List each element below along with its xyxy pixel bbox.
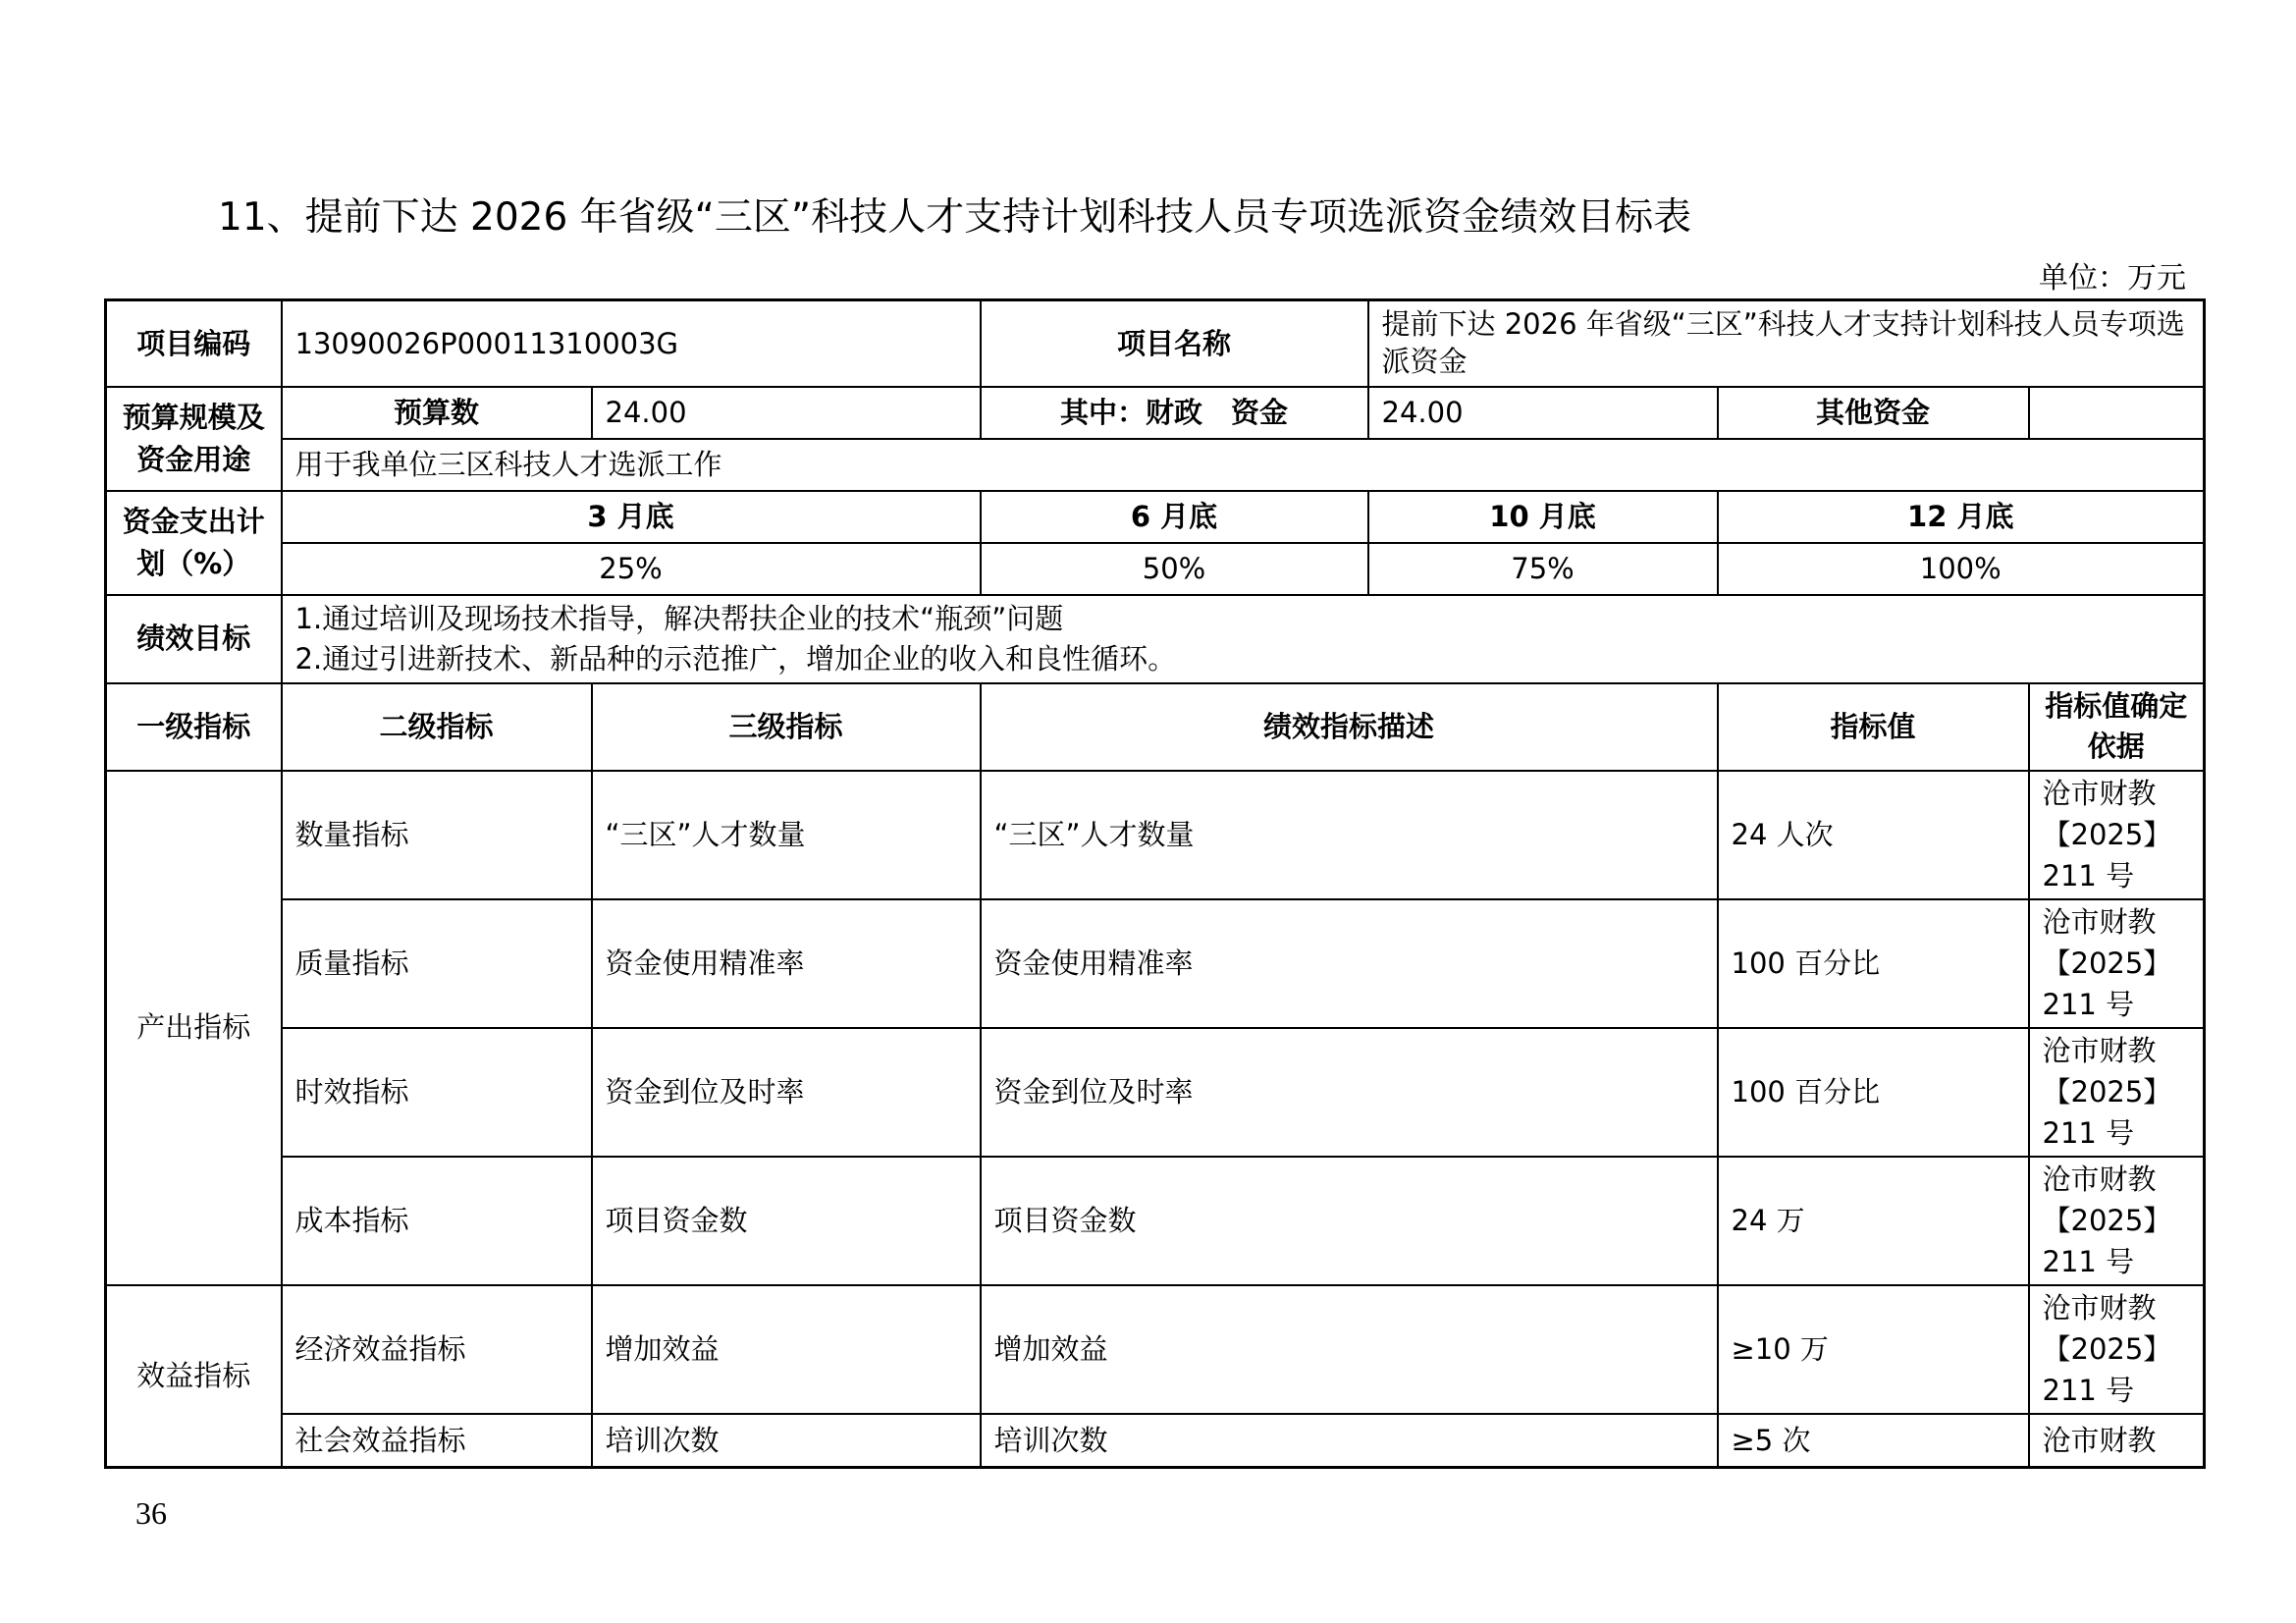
description-cell: “三区”人才数量 xyxy=(981,771,1718,899)
level2-cell: 社会效益指标 xyxy=(282,1414,592,1468)
group-benefit-label: 效益指标 xyxy=(106,1285,282,1468)
level2-cell: 经济效益指标 xyxy=(282,1285,592,1414)
description-cell: 增加效益 xyxy=(981,1285,1718,1414)
basis-cell: 沧市财教【2025】211 号 xyxy=(2029,771,2205,899)
level3-cell: “三区”人才数量 xyxy=(592,771,981,899)
plan-value-3: 75% xyxy=(1368,543,1718,595)
goal-line-2: 2.通过引进新技术、新品种的示范推广，增加企业的收入和良性循环。 xyxy=(294,641,1177,676)
level2-cell: 质量指标 xyxy=(282,899,592,1028)
value-cell: 100 百分比 xyxy=(1718,899,2029,1028)
plan-value-1: 25% xyxy=(282,543,981,595)
basis-cell: 沧市财教【2025】211 号 xyxy=(2029,899,2205,1028)
group-output-label: 产出指标 xyxy=(106,771,282,1285)
value-cell: ≥5 次 xyxy=(1718,1414,2029,1468)
header-basis: 指标值确定依据 xyxy=(2029,683,2205,771)
budget-row xyxy=(106,387,2205,439)
header-level3: 三级指标 xyxy=(592,683,981,771)
header-level1: 一级指标 xyxy=(106,683,282,771)
table-row xyxy=(106,899,2205,1028)
value-cell: 24 人次 xyxy=(1718,771,2029,899)
level2-cell: 成本指标 xyxy=(282,1157,592,1285)
project-name-value: 提前下达 2026 年省级“三区”科技人才支持计划科技人员专项选派资金 xyxy=(1368,300,2205,387)
project-name-label: 项目名称 xyxy=(981,300,1368,387)
level2-cell: 时效指标 xyxy=(282,1028,592,1157)
table-row xyxy=(106,1157,2205,1285)
level3-cell: 增加效益 xyxy=(592,1285,981,1414)
level3-cell: 资金使用精准率 xyxy=(592,899,981,1028)
description-cell: 项目资金数 xyxy=(981,1157,1718,1285)
basis-cell: 沧市财教 xyxy=(2029,1414,2205,1468)
budget-amount-label: 预算数 xyxy=(282,387,592,439)
plan-period-2: 6 月底 xyxy=(981,491,1368,543)
other-funds-label: 其他资金 xyxy=(1718,387,2029,439)
table-row xyxy=(106,1028,2205,1157)
page-title: 11、提前下达 2026 年省级“三区”科技人才支持计划科技人员专项选派资金绩效目标表 xyxy=(218,195,1692,240)
table-row xyxy=(106,1285,2205,1414)
plan-value-2: 50% xyxy=(981,543,1368,595)
basis-cell: 沧市财教【2025】211 号 xyxy=(2029,1285,2205,1414)
table-row xyxy=(106,771,2205,899)
basis-cell: 沧市财教【2025】211 号 xyxy=(2029,1157,2205,1285)
fiscal-funds-label: 其中：财政 资金 xyxy=(981,387,1368,439)
other-funds-value xyxy=(2029,387,2205,439)
usage-row xyxy=(106,439,2205,491)
plan-value-4: 100% xyxy=(1718,543,2205,595)
performance-goal-label: 绩效目标 xyxy=(106,595,282,683)
level2-cell: 数量指标 xyxy=(282,771,592,899)
value-cell: 100 百分比 xyxy=(1718,1028,2029,1157)
performance-target-table xyxy=(104,298,2206,1469)
unit-label: 单位：万元 xyxy=(2039,261,2186,296)
plan-period-1: 3 月底 xyxy=(282,491,981,543)
performance-goal-text xyxy=(282,595,2205,683)
value-cell: ≥10 万 xyxy=(1718,1285,2029,1414)
level3-cell: 培训次数 xyxy=(592,1414,981,1468)
header-level2: 二级指标 xyxy=(282,683,592,771)
fiscal-funds-value: 24.00 xyxy=(1368,387,1718,439)
level3-cell: 资金到位及时率 xyxy=(592,1028,981,1157)
value-cell: 24 万 xyxy=(1718,1157,2029,1285)
table-row xyxy=(106,1414,2205,1468)
funds-usage-text: 用于我单位三区科技人才选派工作 xyxy=(282,439,2205,491)
header-description: 绩效指标描述 xyxy=(981,683,1718,771)
plan-period-3: 10 月底 xyxy=(1368,491,1718,543)
project-row xyxy=(106,300,2205,387)
project-code-value: 13090026P00011310003G xyxy=(282,300,981,387)
description-cell: 资金到位及时率 xyxy=(981,1028,1718,1157)
description-cell: 培训次数 xyxy=(981,1414,1718,1468)
budget-amount-value: 24.00 xyxy=(592,387,981,439)
plan-value-row xyxy=(106,543,2205,595)
level3-cell: 项目资金数 xyxy=(592,1157,981,1285)
budget-label: 预算规模及资金用途 xyxy=(106,387,282,491)
header-value: 指标值 xyxy=(1718,683,2029,771)
basis-cell: 沧市财教【2025】211 号 xyxy=(2029,1028,2205,1157)
project-code-label: 项目编码 xyxy=(106,300,282,387)
plan-header-row xyxy=(106,491,2205,543)
spending-plan-label: 资金支出计划（%） xyxy=(106,491,282,595)
description-cell: 资金使用精准率 xyxy=(981,899,1718,1028)
indicator-header-row xyxy=(106,683,2205,771)
goal-row xyxy=(106,595,2205,683)
page-number: 36 xyxy=(135,1495,167,1531)
plan-period-4: 12 月底 xyxy=(1718,491,2205,543)
goal-line-1: 1.通过培训及现场技术指导，解决帮扶企业的技术“瓶颈”问题 xyxy=(294,601,1064,635)
